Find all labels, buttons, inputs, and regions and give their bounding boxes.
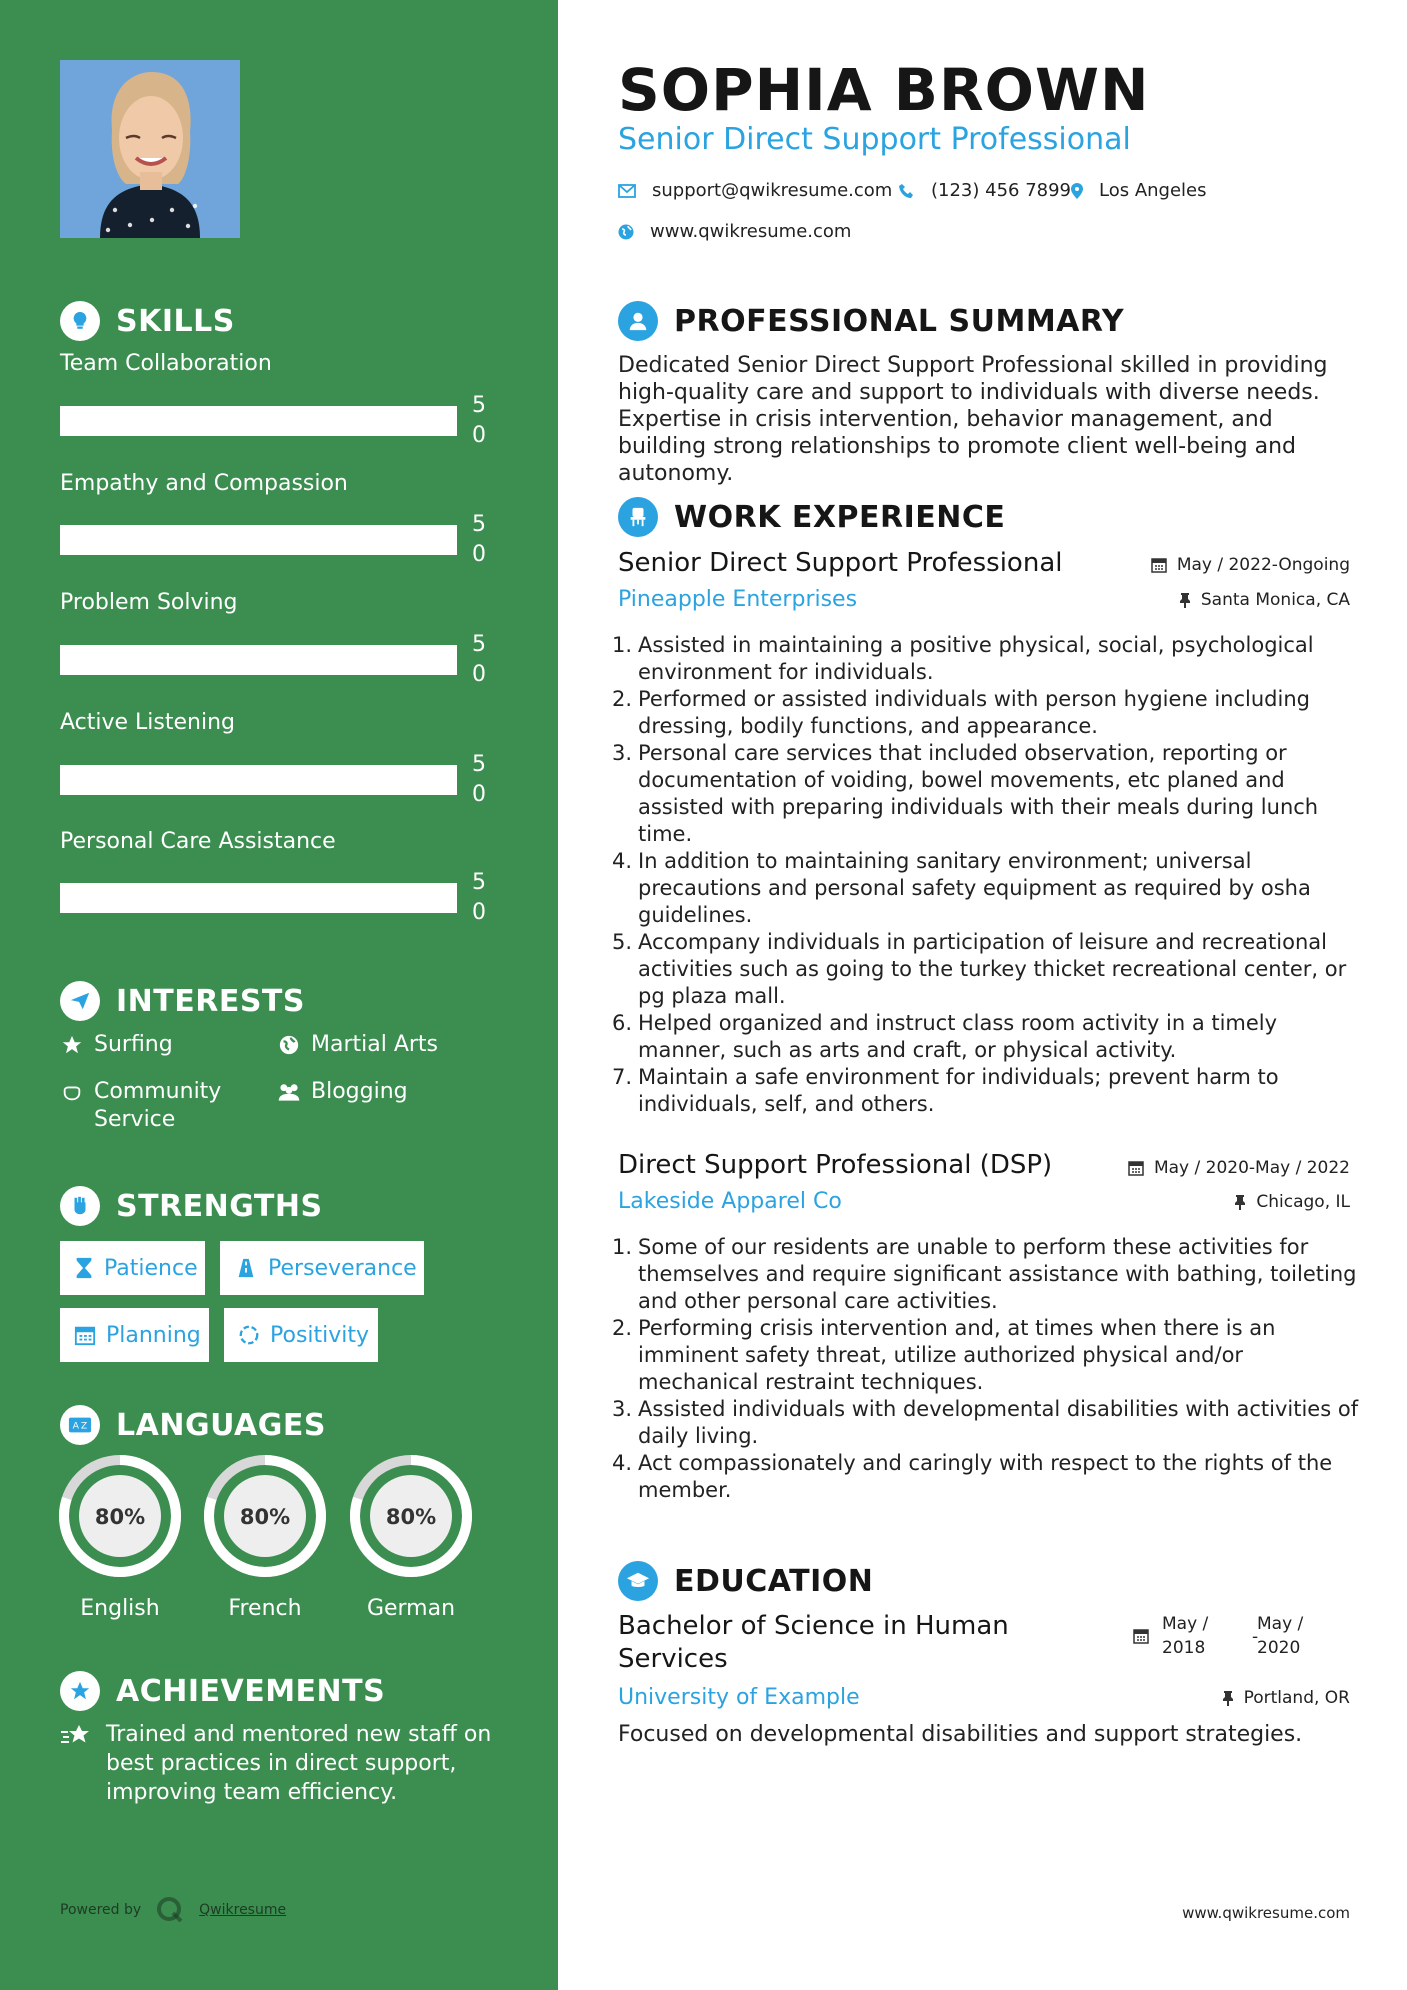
powered-by-label: Powered by	[60, 1902, 142, 1918]
lightbulb-icon	[60, 301, 100, 341]
skill-value: 50	[472, 870, 486, 925]
language-name: French	[228, 1596, 302, 1621]
skill-value: 50	[472, 512, 486, 567]
skill-fill	[60, 525, 457, 555]
contact-website[interactable]	[618, 221, 851, 242]
interest-label: Community Service	[94, 1079, 222, 1132]
bullet-text: Some of our residents are unable to perform these activities for themselves and require significant assistance with bathing, toileting and other personal care activities.	[638, 1235, 1357, 1313]
achievement-text: Trained and mentored new staff on best practices in direct support, improving team efficiency.	[106, 1722, 492, 1805]
skill-fill	[60, 765, 457, 795]
experience-title: WORK EXPERIENCE	[674, 499, 1006, 535]
skills-title: SKILLS	[116, 303, 235, 339]
job-dates-text: May / 2020-May / 2022	[1153, 1158, 1350, 1178]
languages-title: LANGUAGES	[116, 1407, 326, 1443]
map-pin-icon	[1071, 183, 1083, 199]
website-text: www.qwikresume.com	[650, 221, 852, 242]
skill-bar	[60, 883, 457, 913]
edu-start-date: May / 2018	[1162, 1614, 1209, 1658]
language-ring	[349, 1454, 473, 1578]
fist-icon	[60, 1186, 100, 1226]
education-heading	[618, 1561, 873, 1601]
skill-bar	[60, 406, 457, 436]
job-title: Senior Direct Support Professional	[618, 548, 1063, 578]
list-item: 1. Some of our residents are unable to perform these activities for themselves and require significant assistance with bathing, toileting and other personal care activities.	[606, 1234, 1366, 1315]
skill-label: Personal Care Assistance	[60, 829, 336, 854]
language-percent: 80%	[239, 1505, 291, 1529]
calendar-icon	[1151, 557, 1167, 573]
bullet-text: Maintain a safe environment for individuals; prevent harm to individuals, self, and others.	[638, 1065, 1279, 1116]
edu-date-icon-wrap	[1133, 1627, 1149, 1651]
strength-chip	[60, 1308, 209, 1362]
language-percent: 80%	[385, 1505, 437, 1529]
interest-label: Surfing	[94, 1032, 173, 1057]
language-item	[349, 1454, 473, 1621]
skills-heading	[60, 301, 235, 341]
calendar-icon	[74, 1324, 96, 1346]
interest-item	[60, 1078, 260, 1134]
hand-icon	[60, 1078, 84, 1103]
shooting-star-icon	[60, 1720, 94, 1807]
star-icon	[60, 1031, 84, 1056]
star-badge-icon	[60, 1671, 100, 1711]
bullet-text: Assisted individuals with developmental disabilities with activities of daily living.	[638, 1397, 1359, 1448]
skill-bar	[60, 645, 457, 675]
interest-label: Martial Arts	[311, 1032, 439, 1057]
bullet-text: Act compassionately and caringly with respect to the rights of the member.	[638, 1451, 1333, 1502]
summary-title: PROFESSIONAL SUMMARY	[674, 303, 1125, 339]
bullet-text: Accompany individuals in participation of leisure and recreational activities such as going to the turkey thicket recreational center, or pg plaza mall.	[638, 930, 1347, 1008]
education-title: EDUCATION	[674, 1563, 874, 1599]
sidebar	[0, 0, 558, 1990]
strength-chip	[60, 1241, 205, 1295]
job-location	[1179, 590, 1350, 610]
skill-fill	[60, 406, 457, 436]
interest-label: Blogging	[311, 1079, 408, 1104]
school-name: University of Example	[618, 1685, 860, 1710]
strength-label: Planning	[106, 1322, 201, 1348]
interests-title: INTERESTS	[116, 983, 305, 1019]
job-location-text: Santa Monica, CA	[1200, 590, 1350, 610]
contact-location	[1071, 180, 1207, 201]
job-company: Pineapple Enterprises	[618, 587, 858, 612]
skill-value: 50	[472, 393, 486, 448]
phone-icon	[899, 183, 915, 199]
phone-text: (123) 456 7899	[931, 180, 1072, 201]
contact-email[interactable]	[618, 180, 892, 201]
language-percent: 80%	[94, 1505, 146, 1529]
bullet-text: In addition to maintaining sanitary environment; universal precautions and personal safety equipment as required by osha guidelines.	[638, 849, 1311, 927]
list-item: 4. In addition to maintaining sanitary environment; universal precautions and personal safety equipment as required by osha guidelines.	[606, 848, 1366, 929]
strengths-heading	[60, 1186, 323, 1226]
list-item: 3. Assisted individuals with developmental disabilities with activities of daily living.	[606, 1396, 1366, 1450]
paper-plane-icon	[60, 981, 100, 1021]
skill-label: Problem Solving	[60, 590, 238, 615]
skill-bar	[60, 765, 457, 795]
pushpin-icon	[1234, 1194, 1246, 1210]
list-item: 2. Performing crisis intervention and, at times when there is an imminent safety threat, utilize authorized physical and/or mechanical restraint techniques.	[606, 1315, 1366, 1396]
skill-label: Empathy and Compassion	[60, 471, 348, 496]
job-location-text: Chicago, IL	[1256, 1192, 1350, 1212]
interest-item	[277, 1078, 408, 1106]
circle-notch-icon	[238, 1324, 260, 1346]
skill-label: Active Listening	[60, 710, 236, 735]
strength-label: Positivity	[270, 1322, 370, 1348]
interest-item	[277, 1031, 438, 1059]
skill-fill	[60, 645, 457, 675]
list-item: 4. Act compassionately and caringly with respect to the rights of the member.	[606, 1450, 1366, 1504]
languages-heading	[60, 1405, 326, 1445]
globe-icon	[618, 224, 634, 240]
powered-by	[60, 1895, 286, 1925]
calendar-icon	[1128, 1160, 1144, 1176]
candidate-role: Senior Direct Support Professional	[618, 122, 1131, 157]
skill-value: 50	[472, 752, 486, 807]
list-item: 3. Personal care services that included observation, reporting or documentation of voiding, bowel movements, etc planed and assisted with preparing individuals with their meals during lunch time.	[606, 740, 1366, 848]
degree-title: Bachelor of Science in Human Services	[618, 1611, 1009, 1674]
language-ring	[203, 1454, 327, 1578]
job-dates	[1128, 1158, 1350, 1178]
strength-chip	[220, 1241, 424, 1295]
location-text: Los Angeles	[1099, 180, 1207, 201]
list-item: 1. Assisted in maintaining a positive physical, social, psychological environment for individuals.	[606, 632, 1366, 686]
bullet-text: Personal care services that included observation, reporting or documentation of voiding, bowel movements, etc planed and assisted with preparing individuals with their meals during lunch time.	[638, 741, 1319, 846]
language-name: German	[366, 1596, 456, 1621]
bullet-text: Performed or assisted individuals with person hygiene including dressing, bodily functions, and appearance.	[638, 687, 1310, 738]
graduation-cap-icon	[618, 1561, 658, 1601]
education-description: Focused on developmental disabilities and support strategies.	[618, 1722, 1303, 1747]
language-icon	[60, 1405, 100, 1445]
hourglass-icon	[74, 1257, 94, 1279]
achievements-title: ACHIEVEMENTS	[116, 1673, 386, 1709]
language-ring	[58, 1454, 182, 1578]
main-content	[558, 0, 1407, 1990]
interest-item	[60, 1031, 173, 1059]
chair-icon	[618, 497, 658, 537]
experience-heading	[618, 497, 1005, 537]
contact-phone[interactable]	[899, 180, 1071, 201]
job-bullets	[606, 1234, 1366, 1504]
edu-location-text: Portland, OR	[1243, 1688, 1350, 1708]
qwikresume-link[interactable]: Qwikresume	[199, 1902, 287, 1918]
bullet-text: Assisted in maintaining a positive physical, social, psychological environment for individuals.	[638, 633, 1314, 684]
interests-heading	[60, 981, 305, 1021]
email-text: support@qwikresume.com	[652, 180, 893, 201]
summary-text: Dedicated Senior Direct Support Professional skilled in providing high-quality care and support to individuals with diverse needs. Expertise in crisis intervention, behavior management, and building strong relationships to promote client well-being and autonomy.	[618, 353, 1328, 486]
language-item	[58, 1454, 182, 1621]
language-item	[203, 1454, 327, 1621]
skill-value: 50	[472, 632, 486, 687]
candidate-name: SOPHIA BROWN	[618, 56, 1150, 124]
pushpin-icon	[1179, 592, 1191, 608]
road-icon	[234, 1257, 258, 1279]
language-name: English	[80, 1596, 160, 1621]
job-bullets	[606, 632, 1366, 1118]
achievement-item	[60, 1720, 500, 1807]
users-icon	[277, 1078, 301, 1103]
list-item: 5. Accompany individuals in participation of leisure and recreational activities such as going to the turkey thicket recreational center, or pg plaza mall.	[606, 929, 1366, 1010]
edu-date-dash: -	[1252, 1627, 1259, 1647]
bullet-text: Helped organized and instruct class room activity in a timely manner, such as arts and craft, or physical activity.	[638, 1011, 1278, 1062]
pushpin-icon	[1222, 1690, 1234, 1706]
envelope-icon	[618, 184, 636, 198]
list-item: 6. Helped organized and instruct class room activity in a timely manner, such as arts and craft, or physical activity.	[606, 1010, 1366, 1064]
skill-bar	[60, 525, 457, 555]
list-item: 7. Maintain a safe environment for individuals; prevent harm to individuals, self, and others.	[606, 1064, 1366, 1118]
skill-label: Team Collaboration	[60, 351, 272, 376]
strengths-title: STRENGTHS	[116, 1188, 323, 1224]
job-title: Direct Support Professional (DSP)	[618, 1150, 1053, 1180]
strength-label: Patience	[104, 1255, 198, 1281]
user-icon	[618, 301, 658, 341]
job-dates-text: May / 2022-Ongoing	[1176, 555, 1350, 575]
summary-heading	[618, 301, 1124, 341]
edu-end-date: May / 2020	[1257, 1614, 1304, 1658]
globe-icon	[277, 1031, 301, 1056]
svg-text:Z: Z	[80, 1420, 88, 1432]
profile-photo	[60, 60, 240, 238]
strength-chip	[224, 1308, 378, 1362]
job-company: Lakeside Apparel Co	[618, 1189, 842, 1214]
edu-location	[1222, 1688, 1350, 1708]
calendar-icon	[1133, 1628, 1149, 1644]
bullet-text: Performing crisis intervention and, at times when there is an imminent safety threat, utilize authorized physical and/or mechanical restraint techniques.	[638, 1316, 1276, 1394]
list-item: 2. Performed or assisted individuals with person hygiene including dressing, bodily functions, and appearance.	[606, 686, 1366, 740]
svg-text:A: A	[72, 1420, 79, 1432]
strength-label: Perseverance	[268, 1255, 417, 1281]
job-dates	[1151, 555, 1350, 575]
job-location	[1234, 1192, 1350, 1212]
qwikresume-logo-icon	[155, 1895, 185, 1925]
footer-website-link[interactable]: www.qwikresume.com	[1182, 1904, 1350, 1922]
achievements-heading	[60, 1671, 385, 1711]
skill-fill	[60, 883, 457, 913]
